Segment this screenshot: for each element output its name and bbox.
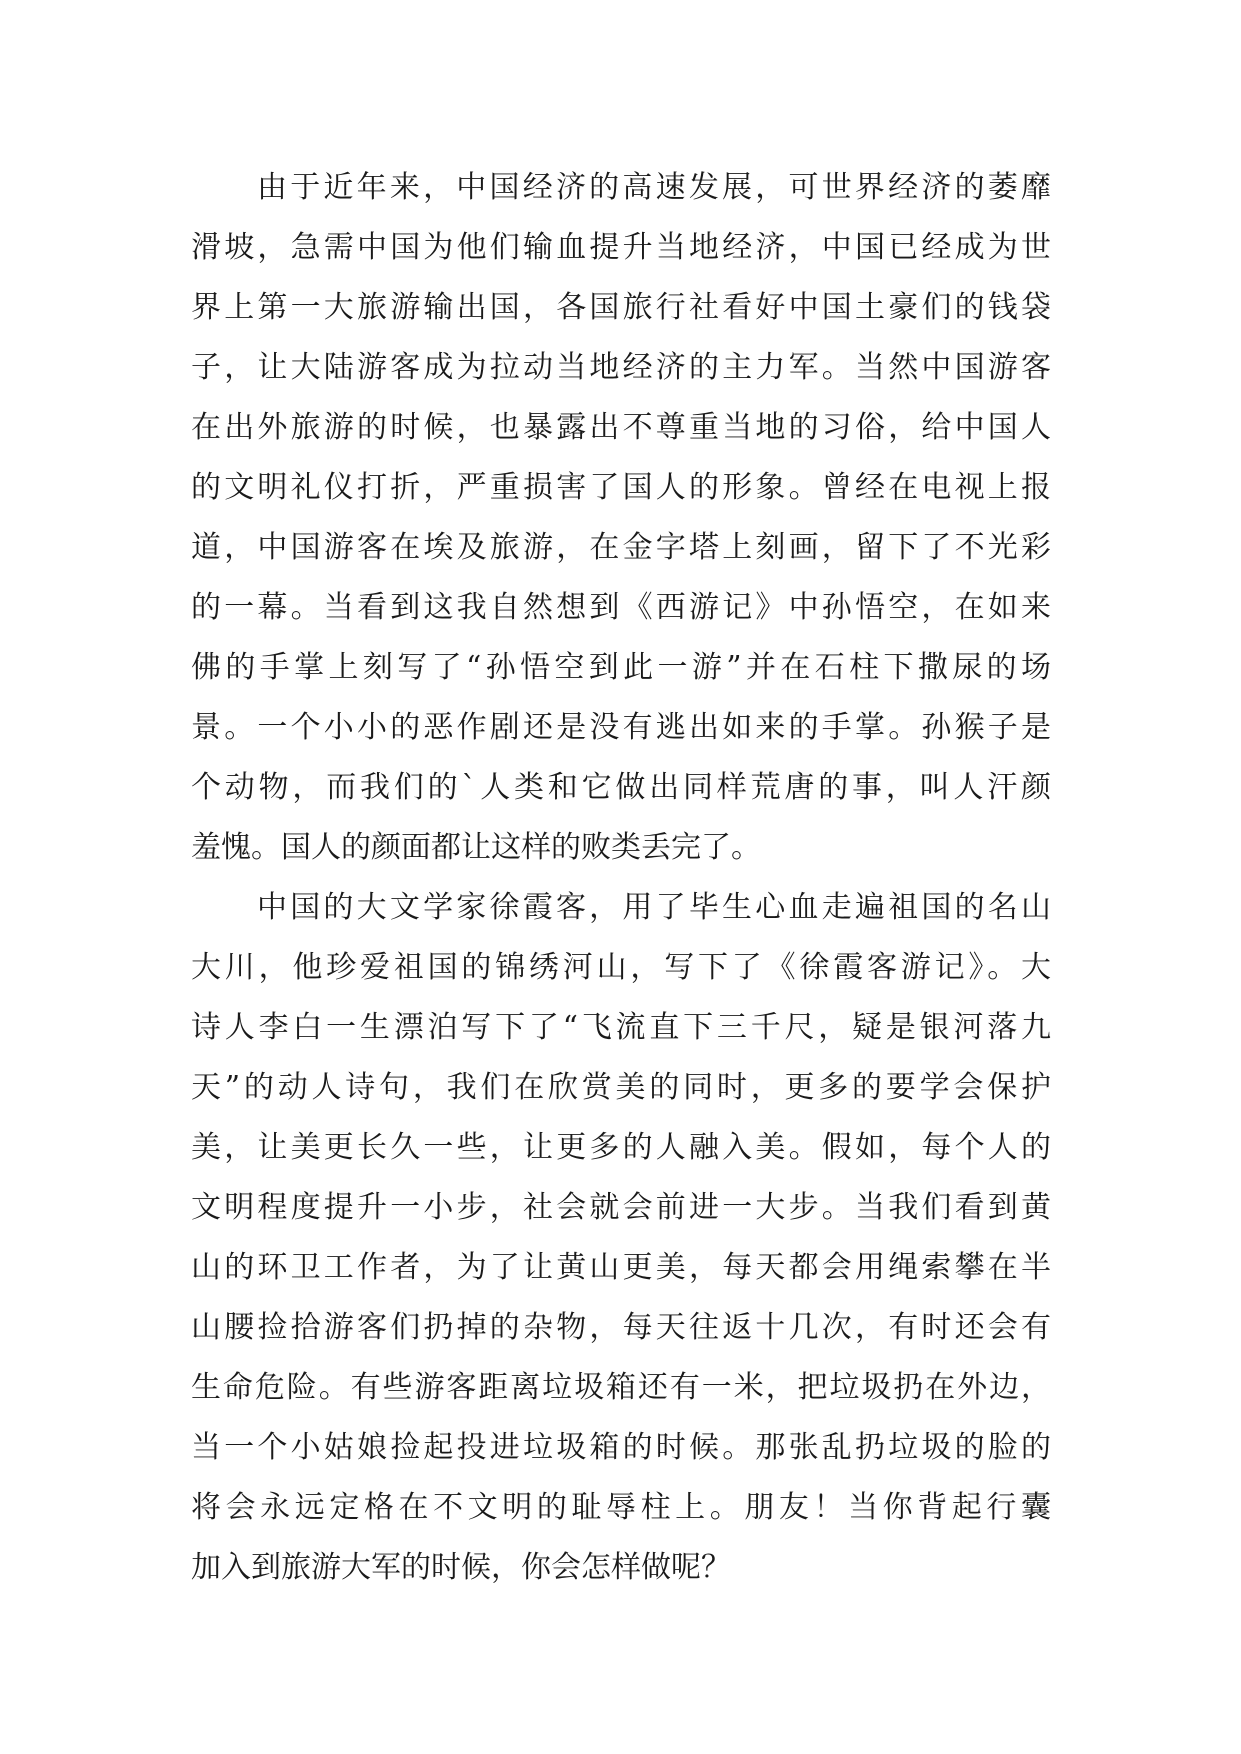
text-line: 界上第一大旅游输出国，各国旅行社看好中国土豪们的钱袋 [191, 290, 1051, 325]
paragraph-2 [191, 878, 1051, 1598]
text-line: 文明程度提升一小步，社会就会前进一大步。当我们看到黄 [191, 1190, 1051, 1225]
text-line: 羞愧。国人的颜面都让这样的败类丢完了。 [191, 830, 761, 865]
text-line: 道，中国游客在埃及旅游，在金字塔上刻画，留下了不光彩 [191, 530, 1051, 565]
body-text [191, 158, 1051, 1598]
text-line: 子，让大陆游客成为拉动当地经济的主力军。当然中国游客 [191, 350, 1051, 385]
text-line: 美，让美更长久一些，让更多的人融入美。假如，每个人的 [191, 1130, 1051, 1165]
text-line: 山腰捡拾游客们扔掉的杂物，每天往返十几次，有时还会有 [191, 1310, 1051, 1345]
text-line: 生命危险。有些游客距离垃圾箱还有一米，把垃圾扔在外边， [191, 1370, 1051, 1405]
text-line: 由于近年来，中国经济的高速发展，可世界经济的萎靡 [257, 170, 1051, 205]
text-line: 天”的动人诗句，我们在欣赏美的同时，更多的要学会保护 [191, 1070, 1051, 1105]
text-line: 在出外旅游的时候，也暴露出不尊重当地的习俗，给中国人 [191, 410, 1051, 445]
text-line: 当一个小姑娘捡起投进垃圾箱的时候。那张乱扔垃圾的脸的 [191, 1430, 1051, 1465]
text-line: 佛的手掌上刻写了“孙悟空到此一游”并在石柱下撒尿的场 [191, 650, 1051, 685]
text-line: 景。一个小小的恶作剧还是没有逃出如来的手掌。孙猴子是 [191, 710, 1051, 745]
text-line: 诗人李白一生漂泊写下了“飞流直下三千尺，疑是银河落九 [191, 1010, 1051, 1045]
text-line: 的文明礼仪打折，严重损害了国人的形象。曾经在电视上报 [191, 470, 1051, 505]
text-line: 滑坡，急需中国为他们输血提升当地经济，中国已经成为世 [191, 230, 1051, 265]
text-line: 中国的大文学家徐霞客，用了毕生心血走遍祖国的名山 [257, 890, 1051, 925]
text-line: 将会永远定格在不文明的耻辱柱上。朋友！当你背起行囊 [191, 1490, 1051, 1525]
text-line: 的一幕。当看到这我自然想到《西游记》中孙悟空，在如来 [191, 590, 1051, 625]
text-line: 加入到旅游大军的时候，你会怎样做呢？ [191, 1550, 731, 1585]
text-line: 大川，他珍爱祖国的锦绣河山，写下了《徐霞客游记》。大 [191, 950, 1051, 985]
text-line: 个动物，而我们的`人类和它做出同样荒唐的事，叫人汗颜 [191, 770, 1051, 805]
paragraph-1 [191, 158, 1051, 878]
text-line: 山的环卫工作者，为了让黄山更美，每天都会用绳索攀在半 [191, 1250, 1051, 1285]
